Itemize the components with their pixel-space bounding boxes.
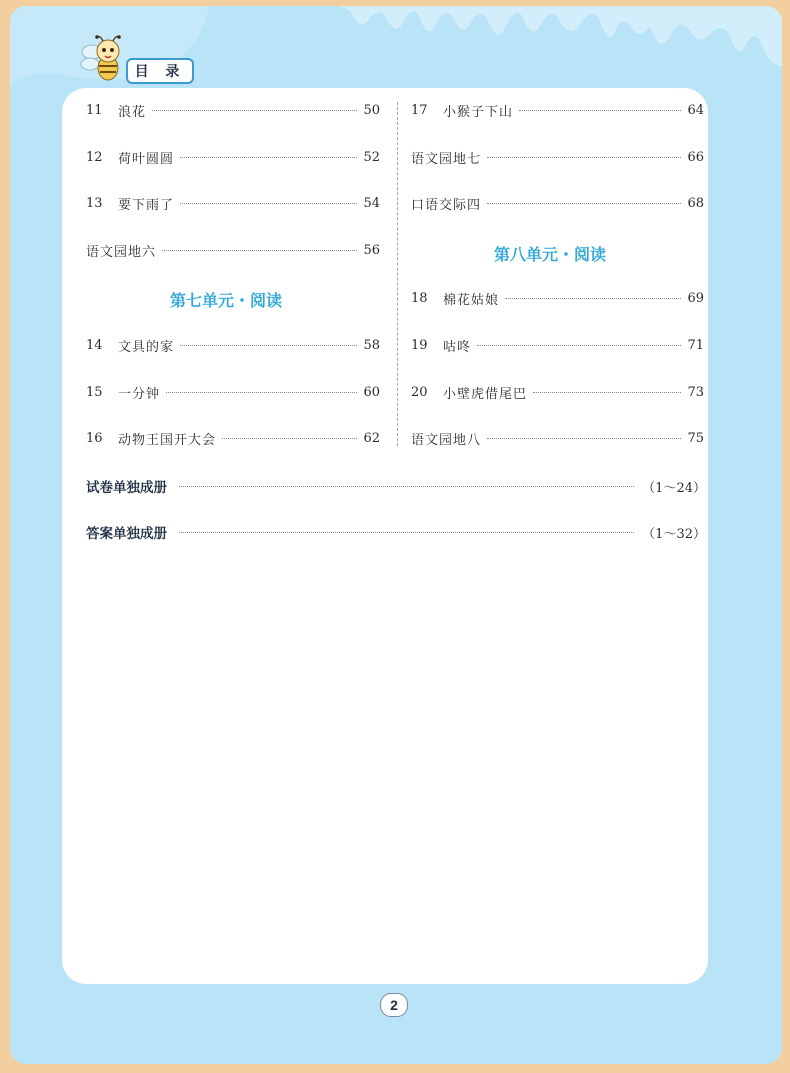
entry-page: 60 <box>363 384 380 400</box>
toc-entry[interactable] <box>86 147 380 167</box>
dot-leader <box>180 345 357 346</box>
booklet-range: （1～32） <box>642 526 706 542</box>
toc-entry[interactable] <box>86 428 380 448</box>
toc-entry[interactable] <box>86 335 380 355</box>
dot-leader <box>519 110 681 111</box>
dot-leader <box>505 298 681 299</box>
entry-title: 小猴子下山 <box>443 104 514 120</box>
unit-heading: 第八单元・阅读 <box>494 245 607 264</box>
entry-number: 17 <box>411 102 428 118</box>
dot-leader <box>152 110 357 111</box>
entry-number: 16 <box>86 430 103 446</box>
column-divider <box>397 102 398 446</box>
entry-title: 动物王国开大会 <box>118 432 217 448</box>
page-number: 2 <box>380 993 408 1017</box>
entry-number: 15 <box>86 384 103 400</box>
toc-entry[interactable] <box>411 428 704 448</box>
toc-header <box>78 34 198 94</box>
entry-page: 50 <box>363 102 380 118</box>
entry-title: 语文园地六 <box>86 244 157 260</box>
entry-title: 棉花姑娘 <box>443 292 500 308</box>
entry-title: 语文园地七 <box>411 151 482 167</box>
toc-entry[interactable] <box>86 100 380 120</box>
entry-page: 71 <box>687 337 704 353</box>
unit-heading: 第七单元・阅读 <box>170 291 283 310</box>
dot-leader <box>487 438 681 439</box>
entry-title: 浪花 <box>118 104 147 120</box>
dot-leader <box>487 203 681 204</box>
booklet-title: 答案单独成册 <box>86 526 167 542</box>
entry-title: 口语交际四 <box>411 197 482 213</box>
entry-page: 52 <box>363 149 380 165</box>
entry-page: 75 <box>687 430 704 446</box>
toc-entry[interactable] <box>86 193 380 213</box>
entry-page: 56 <box>363 242 380 258</box>
toc-entry[interactable] <box>411 288 704 308</box>
entry-title: 咕咚 <box>443 339 472 355</box>
entry-number: 20 <box>411 384 428 400</box>
entry-title: 一分钟 <box>118 386 161 402</box>
entry-title: 语文园地八 <box>411 432 482 448</box>
dot-leader <box>179 532 634 533</box>
toc-entry[interactable] <box>411 100 704 120</box>
dot-leader <box>180 203 357 204</box>
dot-leader <box>487 157 681 158</box>
booklet-title: 试卷单独成册 <box>86 480 167 496</box>
entry-number: 13 <box>86 195 103 211</box>
entry-page: 54 <box>363 195 380 211</box>
entry-page: 64 <box>687 102 704 118</box>
bee-mascot-icon <box>78 34 128 86</box>
entry-page: 66 <box>687 149 704 165</box>
entry-title: 文具的家 <box>118 339 175 355</box>
entry-number: 14 <box>86 337 103 353</box>
entry-number: 11 <box>86 102 103 118</box>
dot-leader <box>180 157 357 158</box>
dot-leader <box>222 438 357 439</box>
entry-title: 要下雨了 <box>118 197 175 213</box>
toc-entry[interactable] <box>411 382 704 402</box>
dot-leader <box>477 345 681 346</box>
dot-leader <box>533 392 681 393</box>
toc-entry[interactable] <box>86 382 380 402</box>
entry-page: 68 <box>687 195 704 211</box>
entry-title: 荷叶圆圆 <box>118 151 175 167</box>
entry-page: 62 <box>363 430 380 446</box>
toc-entry[interactable] <box>411 335 704 355</box>
dot-leader <box>162 250 357 251</box>
entry-number: 19 <box>411 337 428 353</box>
entry-number: 12 <box>86 149 103 165</box>
toc-entry[interactable] <box>411 147 704 167</box>
booklet-range: （1～24） <box>642 480 706 496</box>
entry-page: 69 <box>687 290 704 306</box>
toc-entry[interactable] <box>411 193 704 213</box>
dot-leader <box>166 392 357 393</box>
entry-number: 18 <box>411 290 428 306</box>
entry-title: 小壁虎借尾巴 <box>443 386 528 402</box>
booklet-entry[interactable] <box>86 476 706 496</box>
entry-page: 73 <box>687 384 704 400</box>
toc-title: 目 录 <box>126 58 194 84</box>
entry-page: 58 <box>363 337 380 353</box>
toc-entry[interactable] <box>86 240 380 260</box>
dot-leader <box>179 486 634 487</box>
booklet-entry[interactable] <box>86 522 706 542</box>
